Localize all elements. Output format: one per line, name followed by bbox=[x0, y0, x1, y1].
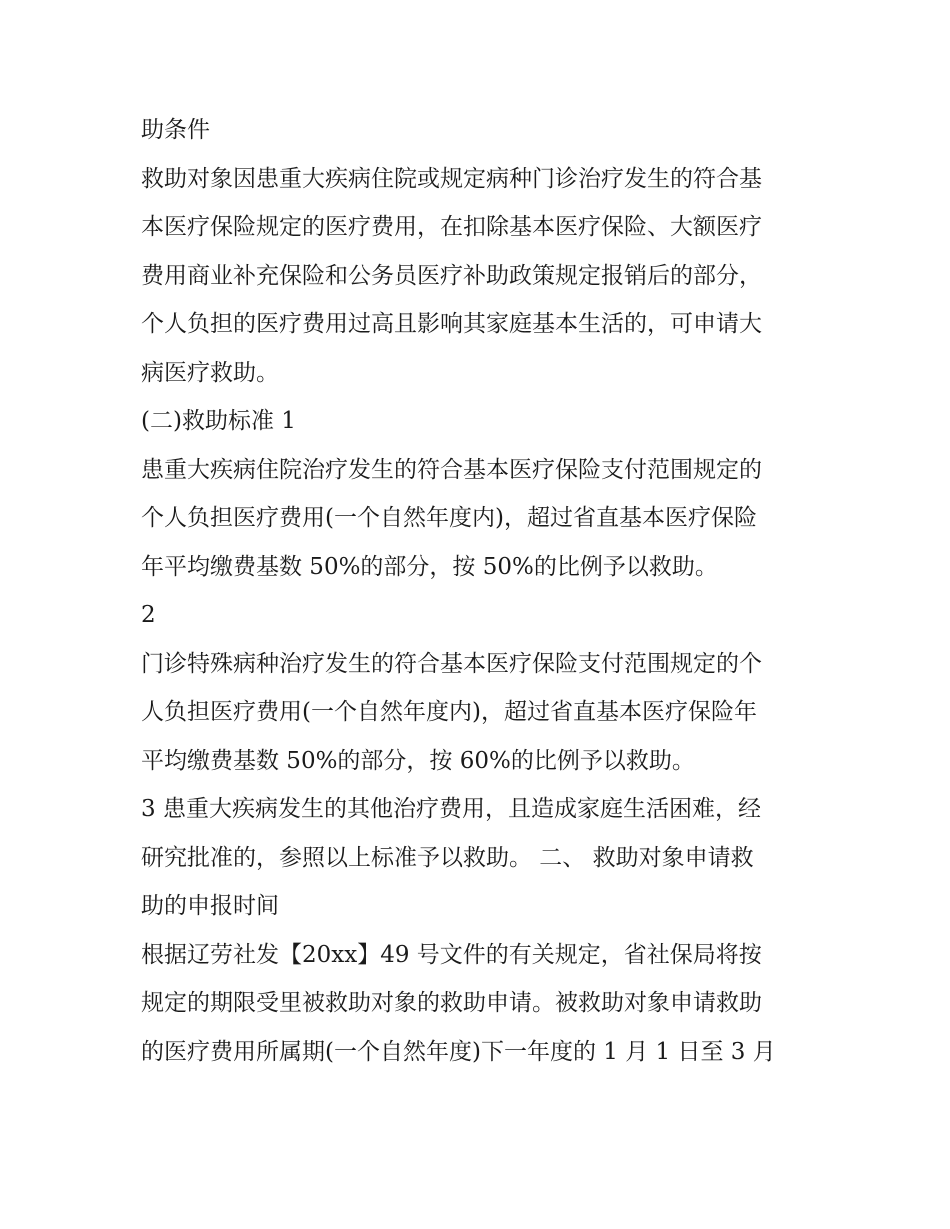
text-line: 根据辽劳社发【20xx】49 号文件的有关规定，省社保局将按 bbox=[141, 941, 762, 968]
text-line: 助条件 bbox=[141, 117, 210, 143]
text-line: 门诊特殊病种治疗发生的符合基本医疗保险支付范围规定的个 bbox=[141, 650, 762, 677]
text-line: 个人负担的医疗费用过高且影响其家庭基本生活的，可申请大 bbox=[141, 311, 762, 337]
text-line: 平均缴费基数 50%的部分，按 60%的比例予以救助。 bbox=[141, 747, 695, 774]
text-line: 助的申报时间 bbox=[141, 893, 279, 919]
text-line: 规定的期限受里被救助对象的救助申请。被救助对象申请救助 bbox=[141, 990, 762, 1016]
document-body bbox=[141, 106, 813, 1076]
section-heading: (二)救助标准 1 bbox=[141, 408, 296, 434]
text-line: 救助对象因患重大疾病住院或规定病种门诊治疗发生的符合基 bbox=[141, 165, 762, 192]
text-line: 年平均缴费基数 50%的部分，按 50%的比例予以救助。 bbox=[141, 553, 718, 580]
text-line: 研究批准的，参照以上标准予以救助。 二、 救助对象申请救 bbox=[141, 844, 754, 871]
list-number: 2 bbox=[141, 602, 156, 628]
text-line: 人负担医疗费用(一个自然年度内)，超过省直基本医疗保险年 bbox=[141, 699, 757, 725]
text-line: 的医疗费用所属期(一个自然年度)下一年度的 1 月 1 日至 3 月 bbox=[141, 1038, 776, 1065]
text-line: 费用商业补充保险和公务员医疗补助政策规定报销后的部分， bbox=[141, 262, 762, 289]
text-line: 患重大疾病住院治疗发生的符合基本医疗保险支付范围规定的 bbox=[141, 456, 762, 483]
text-line: 病医疗救助。 bbox=[141, 359, 279, 386]
text-line: 3 患重大疾病发生的其他治疗费用，且造成家庭生活困难，经 bbox=[141, 796, 761, 822]
text-line: 个人负担医疗费用(一个自然年度内)，超过省直基本医疗保险 bbox=[141, 505, 757, 531]
text-line: 本医疗保险规定的医疗费用，在扣除基本医疗保险、大额医疗 bbox=[141, 214, 762, 240]
